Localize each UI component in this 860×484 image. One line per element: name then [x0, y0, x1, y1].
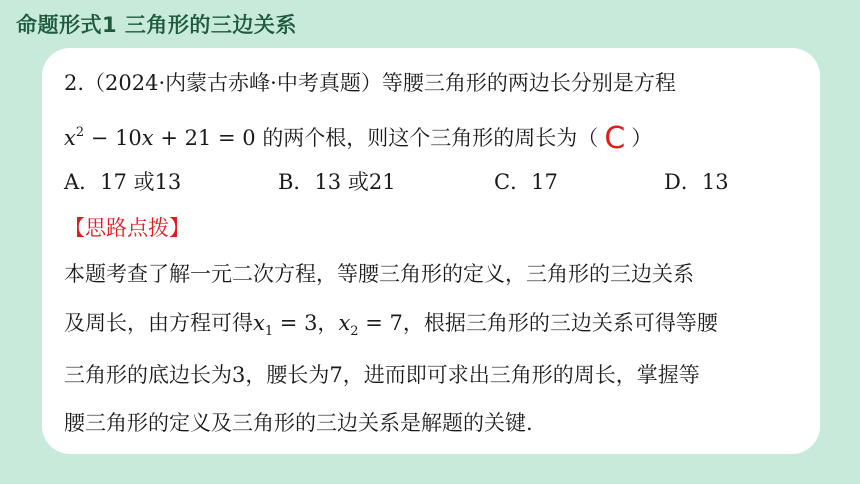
- option-c: C．17: [494, 170, 558, 194]
- x2-expression: $x_2 = 7$: [338, 311, 403, 339]
- option-b: B．13 或21: [278, 170, 396, 194]
- section-title: 命题形式1 三角形的三边关系: [16, 13, 297, 37]
- hint-heading: 【思路点拨】: [64, 216, 190, 240]
- close-paren: ）: [631, 126, 653, 150]
- question-stem-1: 等腰三角形的两边长分别是方程: [381, 71, 676, 95]
- content-card: [42, 48, 820, 454]
- hint-line-3: 三角形的底边长为3，腰长为7，进而即可求出三角形的周长，掌握等: [64, 363, 700, 387]
- equation: $x^2 - 10x + 21 = 0$: [64, 125, 256, 150]
- hint-line-1: 本题考查了解一元二次方程，等腰三角形的定义，三角形的三边关系: [64, 262, 694, 286]
- hint-line-2: 及周长，由方程可得$x_1 = 3$，$x_2 = 7$，根据三角形的三边关系可得等腰: [64, 311, 718, 339]
- answer-mark: C: [604, 121, 626, 156]
- question-source: （2024·内蒙古赤峰·中考真题）: [84, 71, 382, 95]
- question-number: 2.: [64, 71, 85, 95]
- question-line-1: [64, 68, 676, 98]
- question-stem-2: 的两个根，则这个三角形的周长为（: [262, 126, 599, 150]
- x1-expression: $x_1 = 3$，: [253, 311, 339, 339]
- question-line-2: [64, 118, 652, 154]
- hint-line-4: 腰三角形的定义及三角形的三边关系是解题的关键.: [64, 411, 533, 435]
- option-d: D．13: [664, 170, 729, 194]
- option-a: A．17 或13: [64, 170, 182, 194]
